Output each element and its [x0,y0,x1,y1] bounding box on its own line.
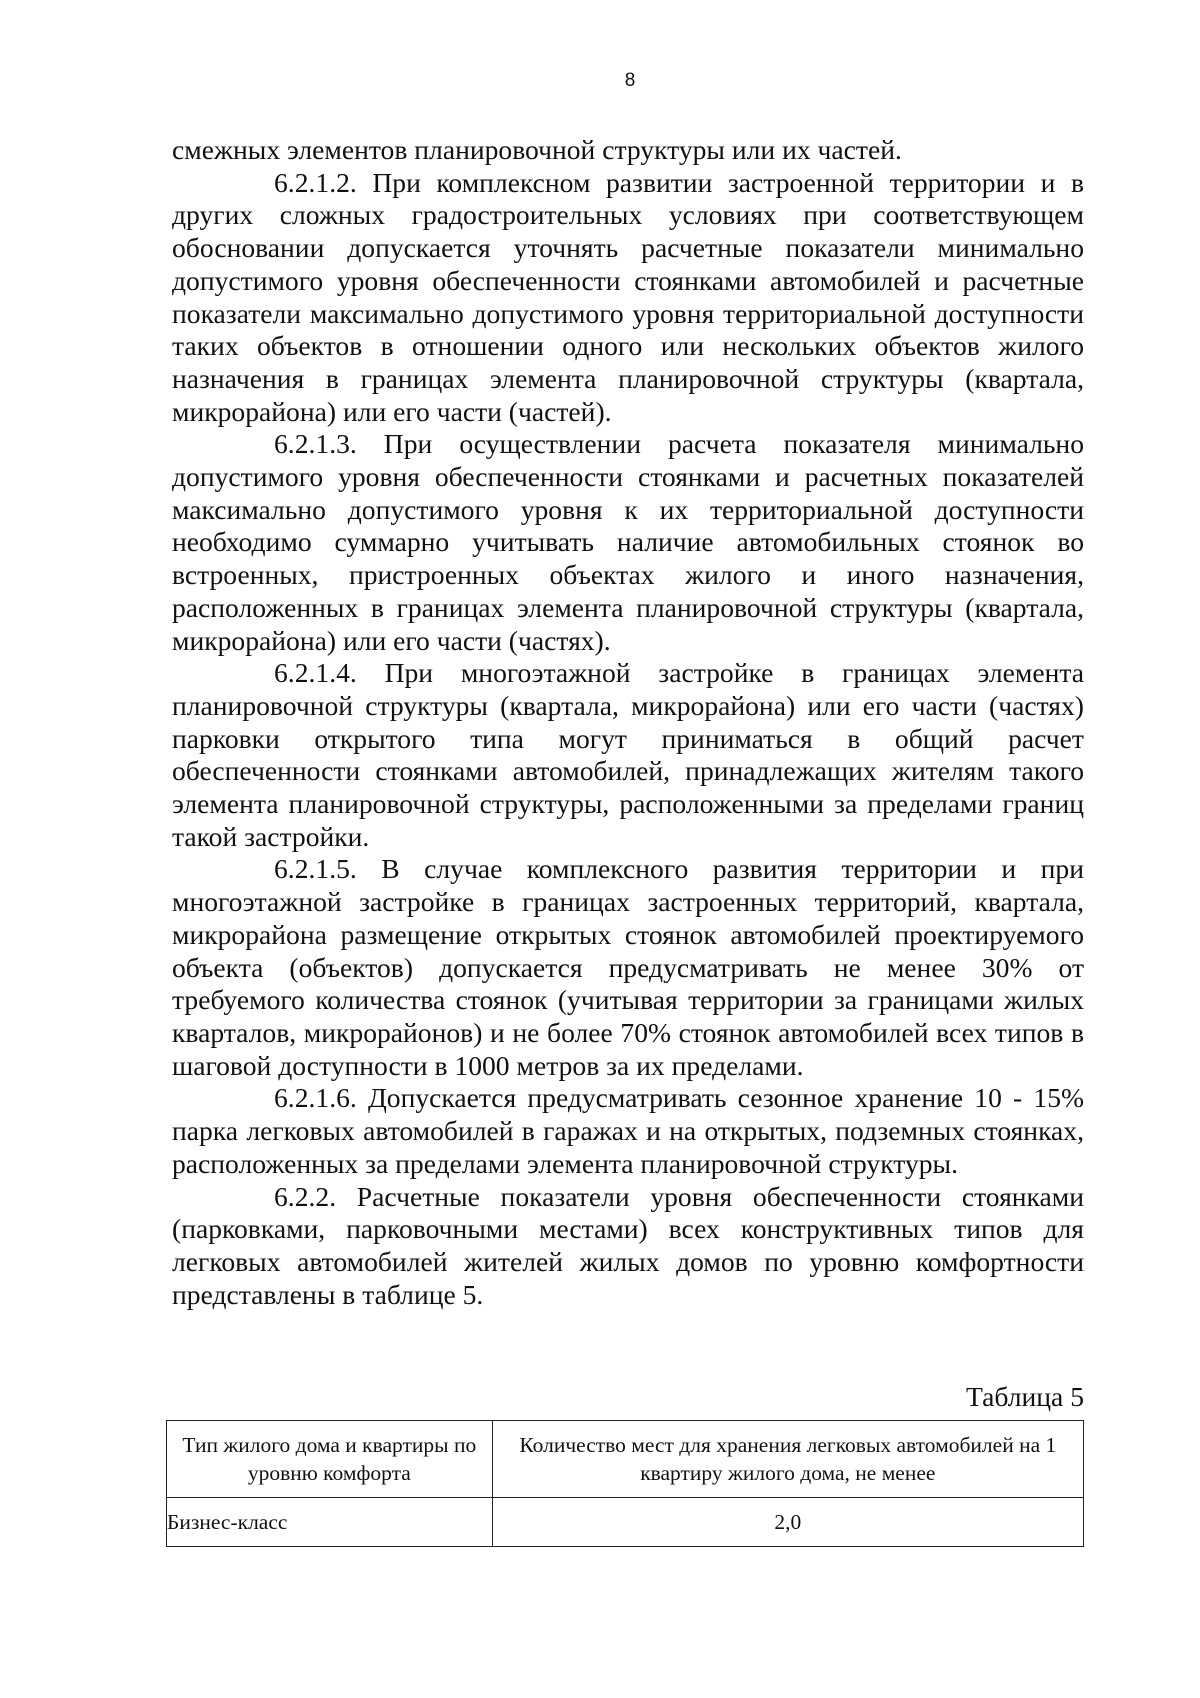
paragraph-6-2-1-4: 6.2.1.4. При многоэтажной застройке в границах элемента планировочной структуры (квартала, микрорайона) или его части (частях) парковки открытого типа могут приниматься в общий расчет обеспеченности стоянками автомобилей, принадлежащих жителям такого элемента планировочной структуры, расположенными за пределами границ такой застройки. [172,657,1084,852]
table-caption: Таблица 5 [965,1381,1084,1412]
table-row [167,1498,1084,1547]
table-cell-housing-type: Бизнес-класс [167,1498,493,1547]
table-header-parking-places: Количество мест для хранения легковых автомобилей на 1 квартиру жилого дома, не менее [492,1421,1083,1498]
parking-table [166,1420,1084,1547]
document-body [172,134,1084,1311]
paragraph-6-2-1-3: 6.2.1.3. При осуществлении расчета показателя минимально допустимого уровня обеспеченности стоянками и расчетных показателей максимально допустимого уровня к их территориальной доступности необходимо суммарно учитывать наличие автомобильных стоянок во встроенных, пристроенных объектах жилого и иного назначения, расположенных в границах элемента планировочной структуры (квартала, микрорайона) или его части (частях). [172,428,1084,656]
table-header-housing-type: Тип жилого дома и квартиры по уровню комфорта [167,1421,493,1498]
paragraph-6-2-1-2: 6.2.1.2. При комплексном развитии застроенной территории и в других сложных градостроительных условиях при соответствующем обосновании допускается уточнять расчетные показатели минимально допустимого уровня обеспеченности стоянками автомобилей и расчетные показатели максимально допустимого уровня территориальной доступности таких объектов в отношении одного или нескольких объектов жилого назначения в границах элемента планировочной структуры (квартала, микрорайона) или его части (частей). [172,166,1084,427]
paragraph-6-2-1-5: 6.2.1.5. В случае комплексного развития территории и при многоэтажной застройке в границах застроенных территорий, квартала, микрорайона размещение открытых стоянок автомобилей проектируемого объекта (объектов) допускается предусматривать не менее 30% от требуемого количества стоянок (учитывая территории за границами жилых кварталов, микрорайонов) и не более 70% стоянок автомобилей всех типов в шаговой доступности в 1000 метров за их пределами. [172,853,1084,1081]
page-number: 8 [624,70,636,91]
table-header-row [167,1421,1084,1498]
table-cell-parking-value: 2,0 [492,1498,1083,1547]
paragraph-6-2-1-6: 6.2.1.6. Допускается предусматривать сезонное хранение 10 - 15% парка легковых автомобилей в гаражах и на открытых, подземных стоянках, расположенных за пределами элемента планировочной структуры. [172,1082,1084,1179]
paragraph-continuation: смежных элементов планировочной структуры или их частей. [172,134,902,165]
paragraph-6-2-2: 6.2.2. Расчетные показатели уровня обеспеченности стоянками (парковками, парковочными местами) всех конструктивных типов для легковых автомобилей жителей жилых домов по уровню комфортности представлены в таблице 5. [172,1180,1084,1310]
